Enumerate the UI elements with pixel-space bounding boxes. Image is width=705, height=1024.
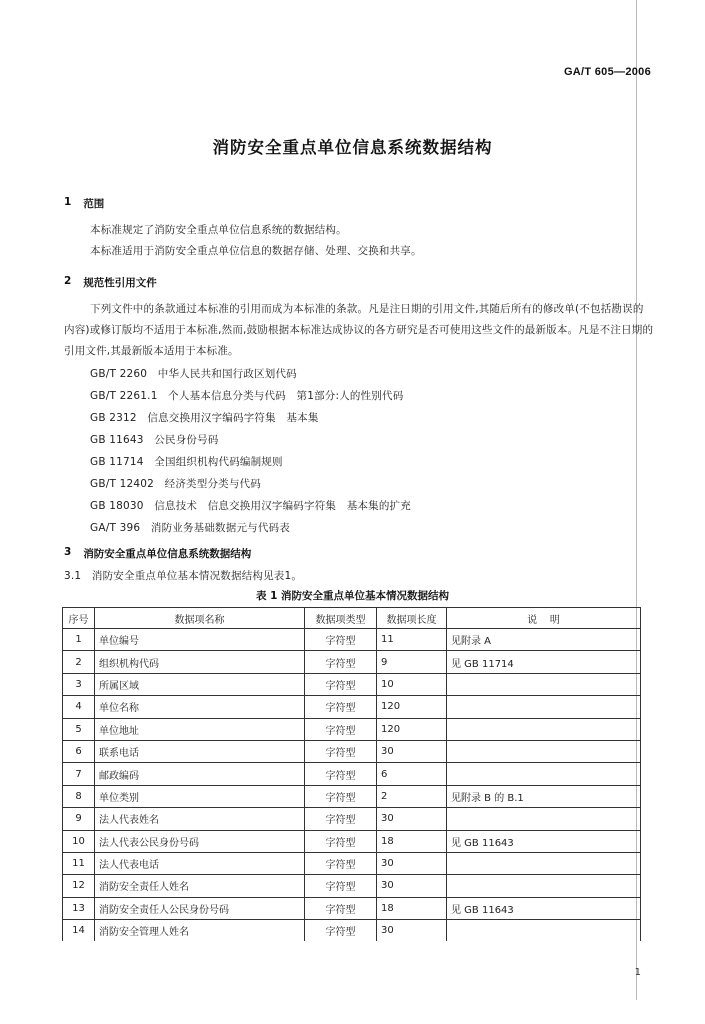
cell-type: 字符型 [305,808,377,830]
cell-description [447,852,641,874]
cell-type: 字符型 [305,830,377,852]
cell-description: 见 GB 11714 [447,651,641,673]
header-description: 说 明 [447,608,641,629]
cell-length: 2 [377,785,447,807]
reference-item: GB 18030 信息技术 信息交换用汉字编码字符集 基本集的扩充 [90,500,411,512]
reference-item: GB 2312 信息交换用汉字编码字符集 基本集 [90,412,319,424]
cell-description: 见附录 B 的 B.1 [447,785,641,807]
cell-description [447,920,641,942]
cell-description [447,808,641,830]
cell-type: 字符型 [305,629,377,651]
cell-seq: 2 [63,651,95,673]
cell-type: 字符型 [305,718,377,740]
table-row [63,718,641,740]
section-title: 规范性引用文件 [83,277,157,289]
cell-seq: 5 [63,718,95,740]
cell-type: 字符型 [305,852,377,874]
cell-name: 所属区域 [95,673,305,695]
cell-length: 9 [377,651,447,673]
cell-seq: 14 [63,920,95,942]
cell-length: 30 [377,920,447,942]
cell-name: 联系电话 [95,740,305,762]
table-row [63,830,641,852]
cell-type: 字符型 [305,696,377,718]
cell-name: 单位名称 [95,696,305,718]
cell-length: 120 [377,696,447,718]
cell-description [447,696,641,718]
table-row [63,651,641,673]
reference-item: GB/T 12402 经济类型分类与代码 [90,478,261,490]
cell-length: 120 [377,718,447,740]
cell-name: 单位编号 [95,629,305,651]
reference-item: GB 11714 全国组织机构代码编制规则 [90,456,283,468]
cell-length: 30 [377,808,447,830]
cell-description [447,875,641,897]
table-header-row [63,608,641,629]
table-row [63,785,641,807]
cell-seq: 10 [63,830,95,852]
section-1-heading [64,196,104,211]
cell-name: 法人代表公民身份号码 [95,830,305,852]
cell-type: 字符型 [305,763,377,785]
cell-description [447,718,641,740]
cell-seq: 8 [63,785,95,807]
table-row [63,875,641,897]
cell-length: 11 [377,629,447,651]
reference-item: GB 11643 公民身份号码 [90,434,219,446]
table-row [63,897,641,919]
cell-name: 单位类别 [95,785,305,807]
cell-length: 6 [377,763,447,785]
cell-description [447,673,641,695]
cell-seq: 12 [63,875,95,897]
table-row [63,673,641,695]
table-row [63,696,641,718]
cell-description: 见附录 A [447,629,641,651]
cell-length: 30 [377,740,447,762]
cell-seq: 9 [63,808,95,830]
section-title: 范围 [83,198,105,210]
cell-seq: 3 [63,673,95,695]
cell-length: 18 [377,897,447,919]
cell-name: 消防安全管理人姓名 [95,920,305,942]
cell-length: 30 [377,875,447,897]
section-number: 3 [64,546,72,558]
reference-item: GB/T 2260 中华人民共和国行政区划代码 [90,368,297,380]
cell-seq: 13 [63,897,95,919]
cell-name: 邮政编码 [95,763,305,785]
cell-name: 消防安全责任人公民身份号码 [95,897,305,919]
standard-code: GA/T 605—2006 [563,66,651,78]
reference-item: GB/T 2261.1 个人基本信息分类与代码 第1部分:人的性别代码 [90,390,404,402]
cell-description [447,763,641,785]
subsection-3-1: 3.1 消防安全重点单位基本情况数据结构见表1。 [64,570,303,582]
table-row [63,920,641,942]
document-title: 消防安全重点单位信息系统数据结构 [212,138,493,157]
cell-type: 字符型 [305,785,377,807]
cell-length: 18 [377,830,447,852]
header-seq: 序号 [63,608,95,629]
table-row [63,763,641,785]
cell-type: 字符型 [305,897,377,919]
table-row [63,740,641,762]
section-number: 1 [64,196,72,208]
table-caption: 表 1 消防安全重点单位基本情况数据结构 [255,590,450,602]
section-title: 消防安全重点单位信息系统数据结构 [83,548,252,560]
page-number: 1 [634,967,641,978]
cell-type: 字符型 [305,920,377,942]
cell-seq: 4 [63,696,95,718]
cell-description: 见 GB 11643 [447,830,641,852]
table-row [63,629,641,651]
cell-name: 法人代表电话 [95,852,305,874]
header-item-length: 数据项长度 [377,608,447,629]
cell-name: 组织机构代码 [95,651,305,673]
cell-name: 法人代表姓名 [95,808,305,830]
cell-length: 30 [377,852,447,874]
reference-item: GA/T 396 消防业务基础数据元与代码表 [90,522,290,534]
table-row [63,808,641,830]
cell-seq: 11 [63,852,95,874]
cell-name: 消防安全责任人姓名 [95,875,305,897]
header-item-type: 数据项类型 [305,608,377,629]
section-number: 2 [64,275,72,287]
cell-type: 字符型 [305,740,377,762]
data-structure-table [62,607,641,941]
cell-description: 见 GB 11643 [447,897,641,919]
section-1-paragraph-1: 本标准规定了消防安全重点单位信息系统的数据结构。 [90,224,347,236]
cell-length: 10 [377,673,447,695]
cell-seq: 7 [63,763,95,785]
cell-seq: 6 [63,740,95,762]
header-item-name: 数据项名称 [95,608,305,629]
cell-description [447,740,641,762]
cell-seq: 1 [63,629,95,651]
cell-name: 单位地址 [95,718,305,740]
section-2-paragraph: 下列文件中的条款通过本标准的引用而成为本标准的条款。凡是注日期的引用文件,其随后所有的修改单(不包括勘误的内容)或修订版均不适用于本标准,然而,鼓励根据本标准达成协议的各方研究是否可使用这些文件的最新版本。凡是不注日期的引用文件,其最新版本适用于本标准。 [64,303,654,357]
cell-type: 字符型 [305,673,377,695]
section-3-heading [64,546,251,561]
section-2-heading [64,275,157,290]
table-row [63,852,641,874]
section-1-paragraph-2: 本标准适用于消防安全重点单位信息的数据存储、处理、交换和共享。 [90,245,422,257]
cell-type: 字符型 [305,651,377,673]
cell-type: 字符型 [305,875,377,897]
